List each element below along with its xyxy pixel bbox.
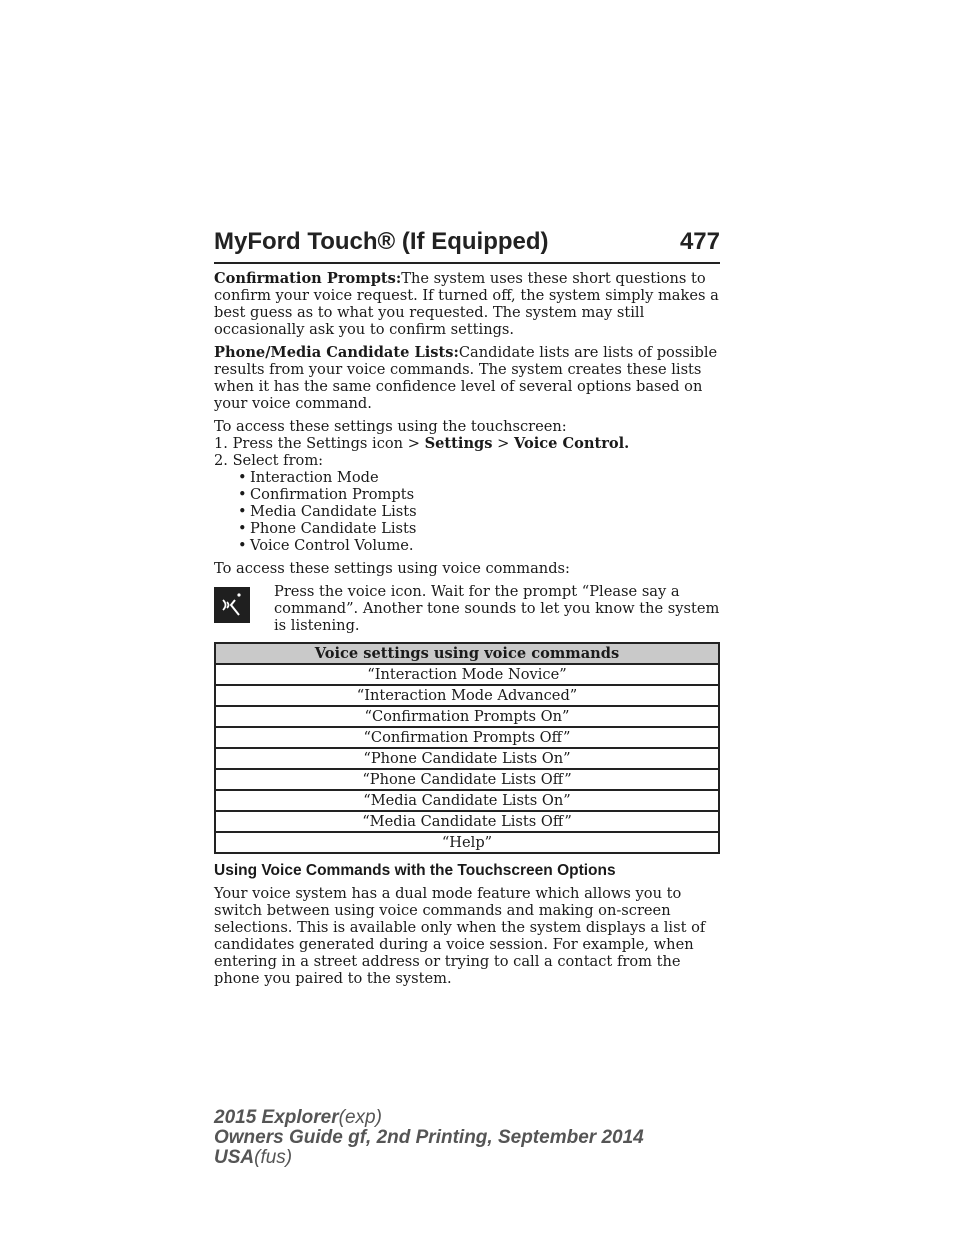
page-header: [214, 228, 720, 256]
table-header: Voice settings using voice commands: [215, 643, 719, 664]
touchscreen-steps: [214, 418, 720, 469]
table-cell: “Media Candidate Lists Off”: [215, 811, 719, 832]
table-cell: “Interaction Mode Novice”: [215, 664, 719, 685]
section-heading: Using Voice Commands with the Touchscreen Options: [214, 862, 616, 879]
list-item: • Confirmation Prompts: [240, 486, 720, 503]
list-item: • Phone Candidate Lists: [240, 520, 720, 537]
touchscreen-intro: To access these settings using the touchscreen:: [214, 418, 567, 435]
table-cell: “Confirmation Prompts Off”: [215, 727, 719, 748]
voice-commands-intro: To access these settings using voice commands:: [214, 560, 570, 577]
step-1-separator: >: [497, 435, 510, 452]
options-list: [240, 469, 720, 554]
footer-model-code: (exp): [338, 1107, 382, 1128]
footer-line-2: Owners Guide gf, 2nd Printing, September 2014: [214, 1127, 644, 1148]
list-item: • Voice Control Volume.: [240, 537, 720, 554]
step-1-voice-control: Voice Control.: [514, 435, 630, 452]
footer-line-3: [214, 1148, 644, 1168]
table-cell: “Media Candidate Lists On”: [215, 790, 719, 811]
confirmation-prompts-text: The system uses these short questions to confirm your voice request. If turned off, the system simply makes a best guess as to what you requested. The system may still occasionally ask you to confirm settings.: [214, 270, 719, 338]
table-cell: “Phone Candidate Lists Off”: [215, 769, 719, 790]
candidate-lists-text: Candidate lists are lists of possible results from your voice commands. The system creates these lists when it has the same confidence level of several options based on your voice command.: [214, 344, 718, 412]
header-rule: [214, 262, 720, 264]
table-row: [215, 727, 719, 748]
voice-instruction-text: Press the voice icon. Wait for the prompt “Please say a command”. Another tone sounds to let you know the system is listening.: [274, 583, 720, 634]
voice-settings-table: [214, 642, 720, 854]
table-row: [215, 811, 719, 832]
candidate-lists-paragraph: [214, 344, 720, 412]
page-footer: [214, 1108, 644, 1168]
confirmation-prompts-term: Confirmation Prompts:: [214, 270, 402, 287]
table-cell: “Confirmation Prompts On”: [215, 706, 719, 727]
table-cell: “Phone Candidate Lists On”: [215, 748, 719, 769]
step-1-prefix: 1. Press the Settings icon >: [214, 435, 420, 452]
table-row: [215, 769, 719, 790]
candidate-lists-term: Phone/Media Candidate Lists:: [214, 344, 459, 361]
table-row: [215, 832, 719, 853]
step-1-settings: Settings: [424, 435, 493, 452]
footer-model: 2015 Explorer: [214, 1107, 339, 1128]
page-title: MyFord Touch® (If Equipped): [214, 228, 549, 255]
table-row: [215, 664, 719, 685]
step-1: [214, 435, 720, 452]
table-cell: “Help”: [215, 832, 719, 853]
section-text: Your voice system has a dual mode feature which allows you to switch between using voice commands and making on-screen selections. This is available only when the system displays a list of candidates generated during a voice session. For example, when entering in a street address or trying to call a contact from the phone you paired to the system.: [214, 885, 706, 987]
footer-region: USA: [214, 1147, 255, 1168]
footer-region-code: (fus): [254, 1147, 293, 1168]
voice-icon: [214, 587, 250, 623]
step-2: 2. Select from:: [214, 452, 324, 469]
confirmation-prompts-paragraph: [214, 270, 720, 338]
table-row: [215, 790, 719, 811]
page-number: 477: [679, 228, 720, 255]
list-item: • Interaction Mode: [240, 469, 720, 486]
page-content: [214, 270, 720, 993]
table-row: [215, 706, 719, 727]
table-row: [215, 748, 719, 769]
footer-line-1: [214, 1108, 644, 1128]
table-cell: “Interaction Mode Advanced”: [215, 685, 719, 706]
table-row: [215, 685, 719, 706]
list-item: • Media Candidate Lists: [240, 503, 720, 520]
voice-instruction-row: [214, 583, 720, 634]
